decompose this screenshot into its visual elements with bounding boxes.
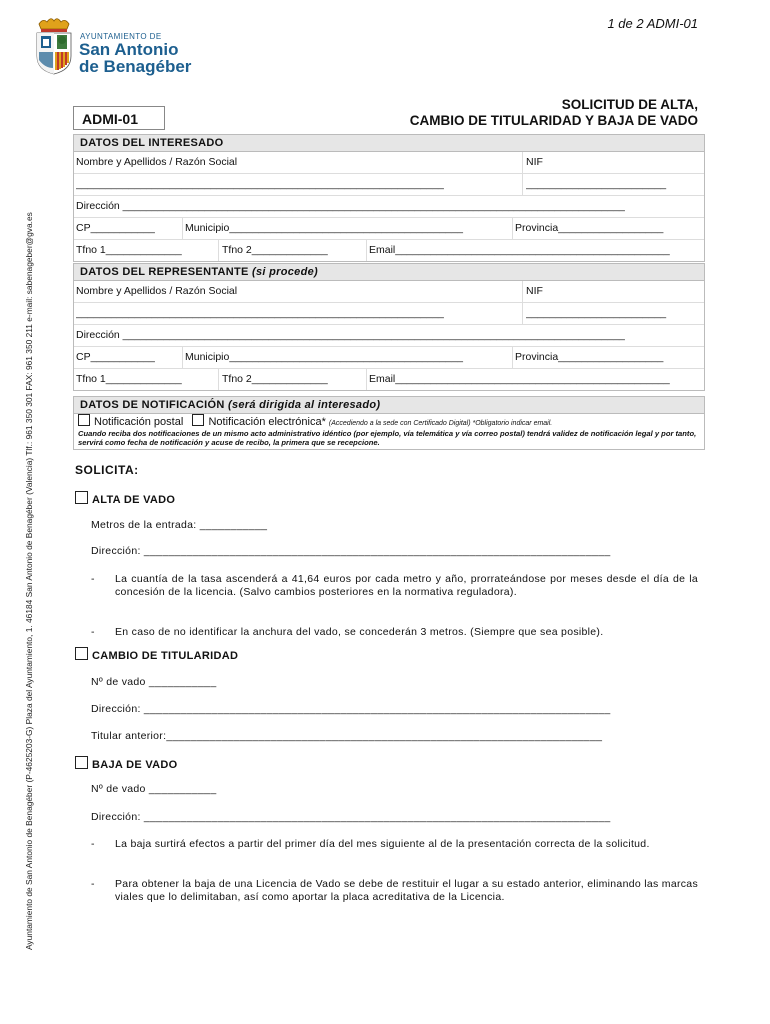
cambio-titular-field[interactable]: Titular anterior:_______________________________________________________________________	[91, 730, 603, 742]
name-label: Nombre y Apellidos / Razón Social	[76, 285, 238, 297]
nif-field[interactable]: ________________________	[526, 307, 667, 319]
baja-option	[75, 756, 178, 771]
row-name-labels	[74, 152, 704, 174]
row-location	[74, 347, 704, 369]
cambio-option	[75, 647, 238, 662]
municipio-field[interactable]: Municipio________________________________________	[185, 351, 463, 363]
tfno2-field[interactable]: Tfno 2_____________	[222, 244, 328, 256]
notification-options	[74, 414, 704, 429]
name-field[interactable]: _______________________________________________________________	[76, 307, 444, 319]
notification-legal-note: Cuando reciba dos notificaciones de un mismo acto administrativo idéntico (por ejemplo, vía telemática y vía correo postal) tendrá validez de notificación legal y por tanto, servirá como fecha de notificación y acuse de recibo, la primera que se recepcione.	[78, 429, 697, 447]
tfno1-field[interactable]: Tfno 1_____________	[76, 244, 182, 256]
cp-field[interactable]: CP___________	[76, 222, 155, 234]
baja-bullet-2	[91, 878, 698, 904]
section-header	[74, 264, 704, 281]
section-representante	[73, 263, 705, 391]
row-name-fields	[74, 303, 704, 325]
title-line1: SOLICITUD DE ALTA,	[561, 97, 698, 112]
row-location	[74, 218, 704, 240]
bullet-dash: -	[91, 838, 95, 850]
alta-bullet-2	[91, 626, 698, 639]
bullet-text: En caso de no identificar la anchura del vado, se concederán 3 metros. (Siempre que sea posible).	[115, 626, 604, 638]
section-header-note: (será dirigida al interesado)	[227, 399, 381, 411]
section-header	[74, 397, 704, 414]
tfno1-field[interactable]: Tfno 1_____________	[76, 373, 182, 385]
name-field[interactable]: _______________________________________________________________	[76, 178, 444, 190]
tfno2-field[interactable]: Tfno 2_____________	[222, 373, 328, 385]
bullet-dash: -	[91, 878, 95, 890]
nif-label: NIF	[526, 285, 543, 297]
bullet-text: La cuantía de la tasa ascenderá a 41,64 euros por cada metro y año, prorrateándose por meses desde el día de la concesión de la licencia. (Salvo cambios posteriores en la normativa reguladora).	[115, 573, 698, 598]
electronica-label: Notificación electrónica*	[208, 416, 326, 428]
direccion-field[interactable]: Dirección ______________________________________________________________________________________	[76, 329, 625, 341]
bullet-text: Para obtener la baja de una Licencia de Vado se debe de restituir el lugar a su estado anterior, eliminando las marcas viales que lo delimitaban, así como aportar la placa acreditativa de la Licencia.	[115, 878, 698, 903]
page-number: 1 de 2 ADMI-01	[607, 16, 698, 31]
solicita-heading: SOLICITA:	[75, 463, 139, 477]
email-field[interactable]: Email_______________________________________________	[369, 244, 670, 256]
alta-label: ALTA DE VADO	[92, 494, 176, 506]
form-code: ADMI-01	[73, 106, 165, 130]
row-name-labels	[74, 281, 704, 303]
section-header-text: DATOS DEL REPRESENTANTE	[80, 266, 249, 278]
alta-checkbox[interactable]	[75, 491, 88, 504]
cp-field[interactable]: CP___________	[76, 351, 155, 363]
nif-label: NIF	[526, 156, 543, 168]
alta-direccion-field[interactable]: Dirección: ____________________________________________________________________________	[91, 545, 611, 557]
provincia-field[interactable]: Provincia__________________	[515, 222, 664, 234]
postal-checkbox[interactable]	[78, 414, 90, 426]
logo-line3: de Benagéber	[79, 57, 192, 76]
cambio-checkbox[interactable]	[75, 647, 88, 660]
name-label: Nombre y Apellidos / Razón Social	[76, 156, 238, 168]
direccion-field[interactable]: Dirección ______________________________________________________________________________________	[76, 200, 625, 212]
electronica-checkbox[interactable]	[192, 414, 204, 426]
logo-line1: AYUNTAMIENTO DE	[80, 32, 162, 41]
alta-bullet-1	[91, 573, 698, 599]
side-address-text: Ayuntamiento de San Antonio de Benagéber (P-4625203-G) Plaza del Ayuntamiento, 1. 46184 San Antonio de Benagéber (Valencia) Tlf.: 961 350 301 FAX: 961 350 211 e-mail: sabenageber@gva.es	[24, 212, 34, 950]
nif-field[interactable]: ________________________	[526, 178, 667, 190]
baja-numero-field[interactable]: Nº de vado ___________	[91, 783, 217, 795]
cambio-direccion-field[interactable]: Dirección: ____________________________________________________________________________	[91, 703, 611, 715]
row-name-fields	[74, 174, 704, 196]
row-direccion	[74, 196, 704, 218]
cambio-label: CAMBIO DE TITULARIDAD	[92, 650, 239, 662]
row-contact	[74, 369, 704, 390]
section-notificacion	[73, 396, 705, 450]
row-direccion	[74, 325, 704, 347]
baja-checkbox[interactable]	[75, 756, 88, 769]
municipio-field[interactable]: Municipio________________________________________	[185, 222, 463, 234]
section-header-note: (si procede)	[252, 266, 318, 278]
bullet-dash: -	[91, 573, 95, 585]
section-interesado	[73, 134, 705, 262]
provincia-field[interactable]: Provincia__________________	[515, 351, 664, 363]
alta-option	[75, 491, 175, 506]
logo-line2: San Antonio	[79, 40, 179, 59]
bullet-text: La baja surtirá efectos a partir del primer día del mes siguiente al de la presentación correcta de la solicitud.	[115, 838, 650, 850]
email-field[interactable]: Email_______________________________________________	[369, 373, 670, 385]
title-line2: CAMBIO DE TITULARIDAD Y BAJA DE VADO	[409, 113, 698, 128]
cambio-numero-field[interactable]: Nº de vado ___________	[91, 676, 217, 688]
section-header: DATOS DEL INTERESADO	[74, 135, 704, 152]
postal-label: Notificación postal	[94, 416, 184, 428]
alta-metros-field[interactable]: Metros de la entrada: ___________	[91, 519, 268, 531]
row-contact	[74, 240, 704, 261]
baja-direccion-field[interactable]: Dirección: ____________________________________________________________________________	[91, 811, 611, 823]
crest-logo	[33, 16, 75, 76]
bullet-dash: -	[91, 626, 95, 638]
baja-bullet-1	[91, 838, 698, 851]
section-header-text: DATOS DE NOTIFICACIÓN	[80, 399, 225, 411]
form-title	[300, 97, 698, 129]
electronica-note: (Accediendo a la sede con Certificado Digital) *Obligatorio indicar email.	[328, 420, 553, 427]
baja-label: BAJA DE VADO	[92, 759, 178, 771]
